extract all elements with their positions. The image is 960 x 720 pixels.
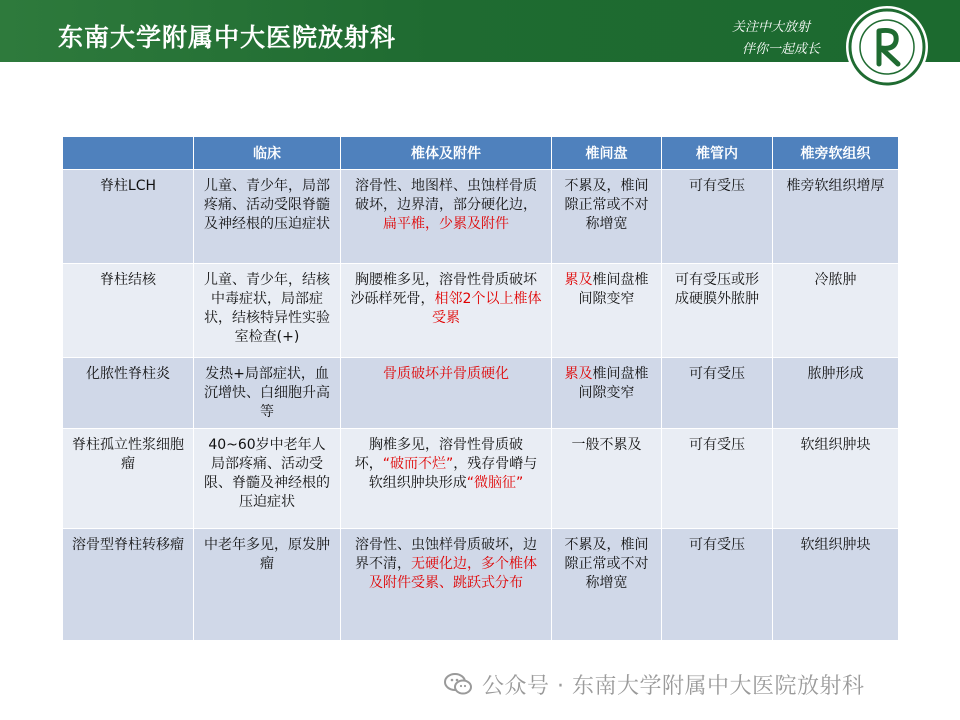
disc-cell <box>552 429 662 529</box>
disc-text: 椎间盘椎间隙变窄 <box>578 272 649 307</box>
canal-cell: 可有受压 <box>662 170 773 264</box>
header-cell-empty <box>63 137 194 170</box>
watermark-text: 公众号 · 东南大学附属中大医院放射科 <box>482 673 865 699</box>
table-row <box>63 529 899 641</box>
wechat-icon <box>444 672 472 696</box>
table-header-row <box>63 137 899 170</box>
vertebra-highlight: 骨质破坏并骨质硬化 <box>383 366 509 382</box>
canal-cell: 可有受压 <box>662 358 773 429</box>
canal-cell: 可有受压或形成硬膜外脓肿 <box>662 264 773 358</box>
soft-tissue-cell: 椎旁软组织增厚 <box>773 170 899 264</box>
slogan-line-2: 伴你一起成长 <box>741 42 820 57</box>
soft-tissue-cell: 脓肿形成 <box>773 358 899 429</box>
table-row <box>63 264 899 358</box>
soft-tissue-cell: 冷脓肿 <box>773 264 899 358</box>
vertebra-text: ，残存骨嵴与软组织肿块形成 <box>368 456 538 491</box>
disc-highlight: 累及 <box>564 272 593 288</box>
clinical-cell: 儿童、青少年，结核中毒症状，局部症状，结核特异性实验室检查(+) <box>194 264 341 358</box>
vertebra-highlight: 无硬化边，多个椎体及附件受累、跳跃式分布 <box>369 556 537 591</box>
vertebra-cell <box>341 529 552 641</box>
clinical-cell: 中老年多见，原发肿瘤 <box>194 529 341 641</box>
vertebra-text: 胸椎多见，溶骨性骨质破坏， <box>354 437 523 472</box>
canal-cell: 可有受压 <box>662 429 773 529</box>
disc-text: 一般不累及 <box>571 437 642 453</box>
comparison-table <box>62 136 899 641</box>
disc-cell <box>552 170 662 264</box>
disc-text: 椎间盘椎间隙变窄 <box>578 366 649 401</box>
wechat-watermark <box>444 669 864 699</box>
disc-highlight: 累及 <box>564 366 593 382</box>
row-name: 脊柱结核 <box>63 264 194 358</box>
row-name: 化脓性脊柱炎 <box>63 358 194 429</box>
hospital-logo <box>846 6 928 88</box>
vertebra-cell <box>341 170 552 264</box>
row-name: 脊柱孤立性浆细胞瘤 <box>63 429 194 529</box>
header-cell-disc: 椎间盘 <box>552 137 662 170</box>
disc-text: 不累及，椎间隙正常或不对称增宽 <box>564 537 649 591</box>
soft-tissue-cell: 软组织肿块 <box>773 429 899 529</box>
table-row <box>63 358 899 429</box>
vertebra-highlight: 相邻2个以上椎体受累 <box>432 291 542 326</box>
vertebra-text: 胸腰椎多见，溶骨性骨质破坏沙砾样死骨， <box>350 272 537 307</box>
disc-cell <box>552 529 662 641</box>
clinical-cell: 儿童、青少年，局部疼痛、活动受限脊髓及神经根的压迫症状 <box>194 170 341 264</box>
clinical-cell: 发热+局部症状，血沉增快、白细胞升高等 <box>194 358 341 429</box>
vertebra-cell <box>341 264 552 358</box>
disc-cell <box>552 358 662 429</box>
soft-tissue-cell: 软组织肿块 <box>773 529 899 641</box>
header-cell-clinical: 临床 <box>194 137 341 170</box>
disc-text: 不累及，椎间隙正常或不对称增宽 <box>564 178 649 232</box>
vertebra-text: 溶骨性、虫蚀样骨质破坏，边界不清， <box>355 537 537 572</box>
table-row <box>63 170 899 264</box>
row-name: 脊柱LCH <box>63 170 194 264</box>
canal-cell: 可有受压 <box>662 529 773 641</box>
header-cell-soft-tissue: 椎旁软组织 <box>773 137 899 170</box>
header-cell-vertebra: 椎体及附件 <box>341 137 552 170</box>
header-banner <box>0 0 960 62</box>
vertebra-highlight: 扁平椎，少累及附件 <box>383 216 509 232</box>
vertebra-cell <box>341 358 552 429</box>
table-row <box>63 429 899 529</box>
row-name: 溶骨型脊柱转移瘤 <box>63 529 194 641</box>
vertebra-text: 溶骨性、地图样、虫蚀样骨质破坏，边界清，部分硬化边， <box>355 178 537 213</box>
vertebra-highlight: “微脑征” <box>466 475 524 491</box>
slogan-line-1: 关注中大放射 <box>731 20 810 35</box>
vertebra-cell <box>341 429 552 529</box>
vertebra-highlight: “破而不烂” <box>382 456 454 472</box>
header-cell-canal: 椎管内 <box>662 137 773 170</box>
disc-cell <box>552 264 662 358</box>
hospital-seal-icon <box>846 6 928 88</box>
header-title: 东南大学附属中大医院放射科 <box>58 23 397 52</box>
clinical-cell: 40~60岁中老年人局部疼痛、活动受限、脊髓及神经根的压迫症状 <box>194 429 341 529</box>
